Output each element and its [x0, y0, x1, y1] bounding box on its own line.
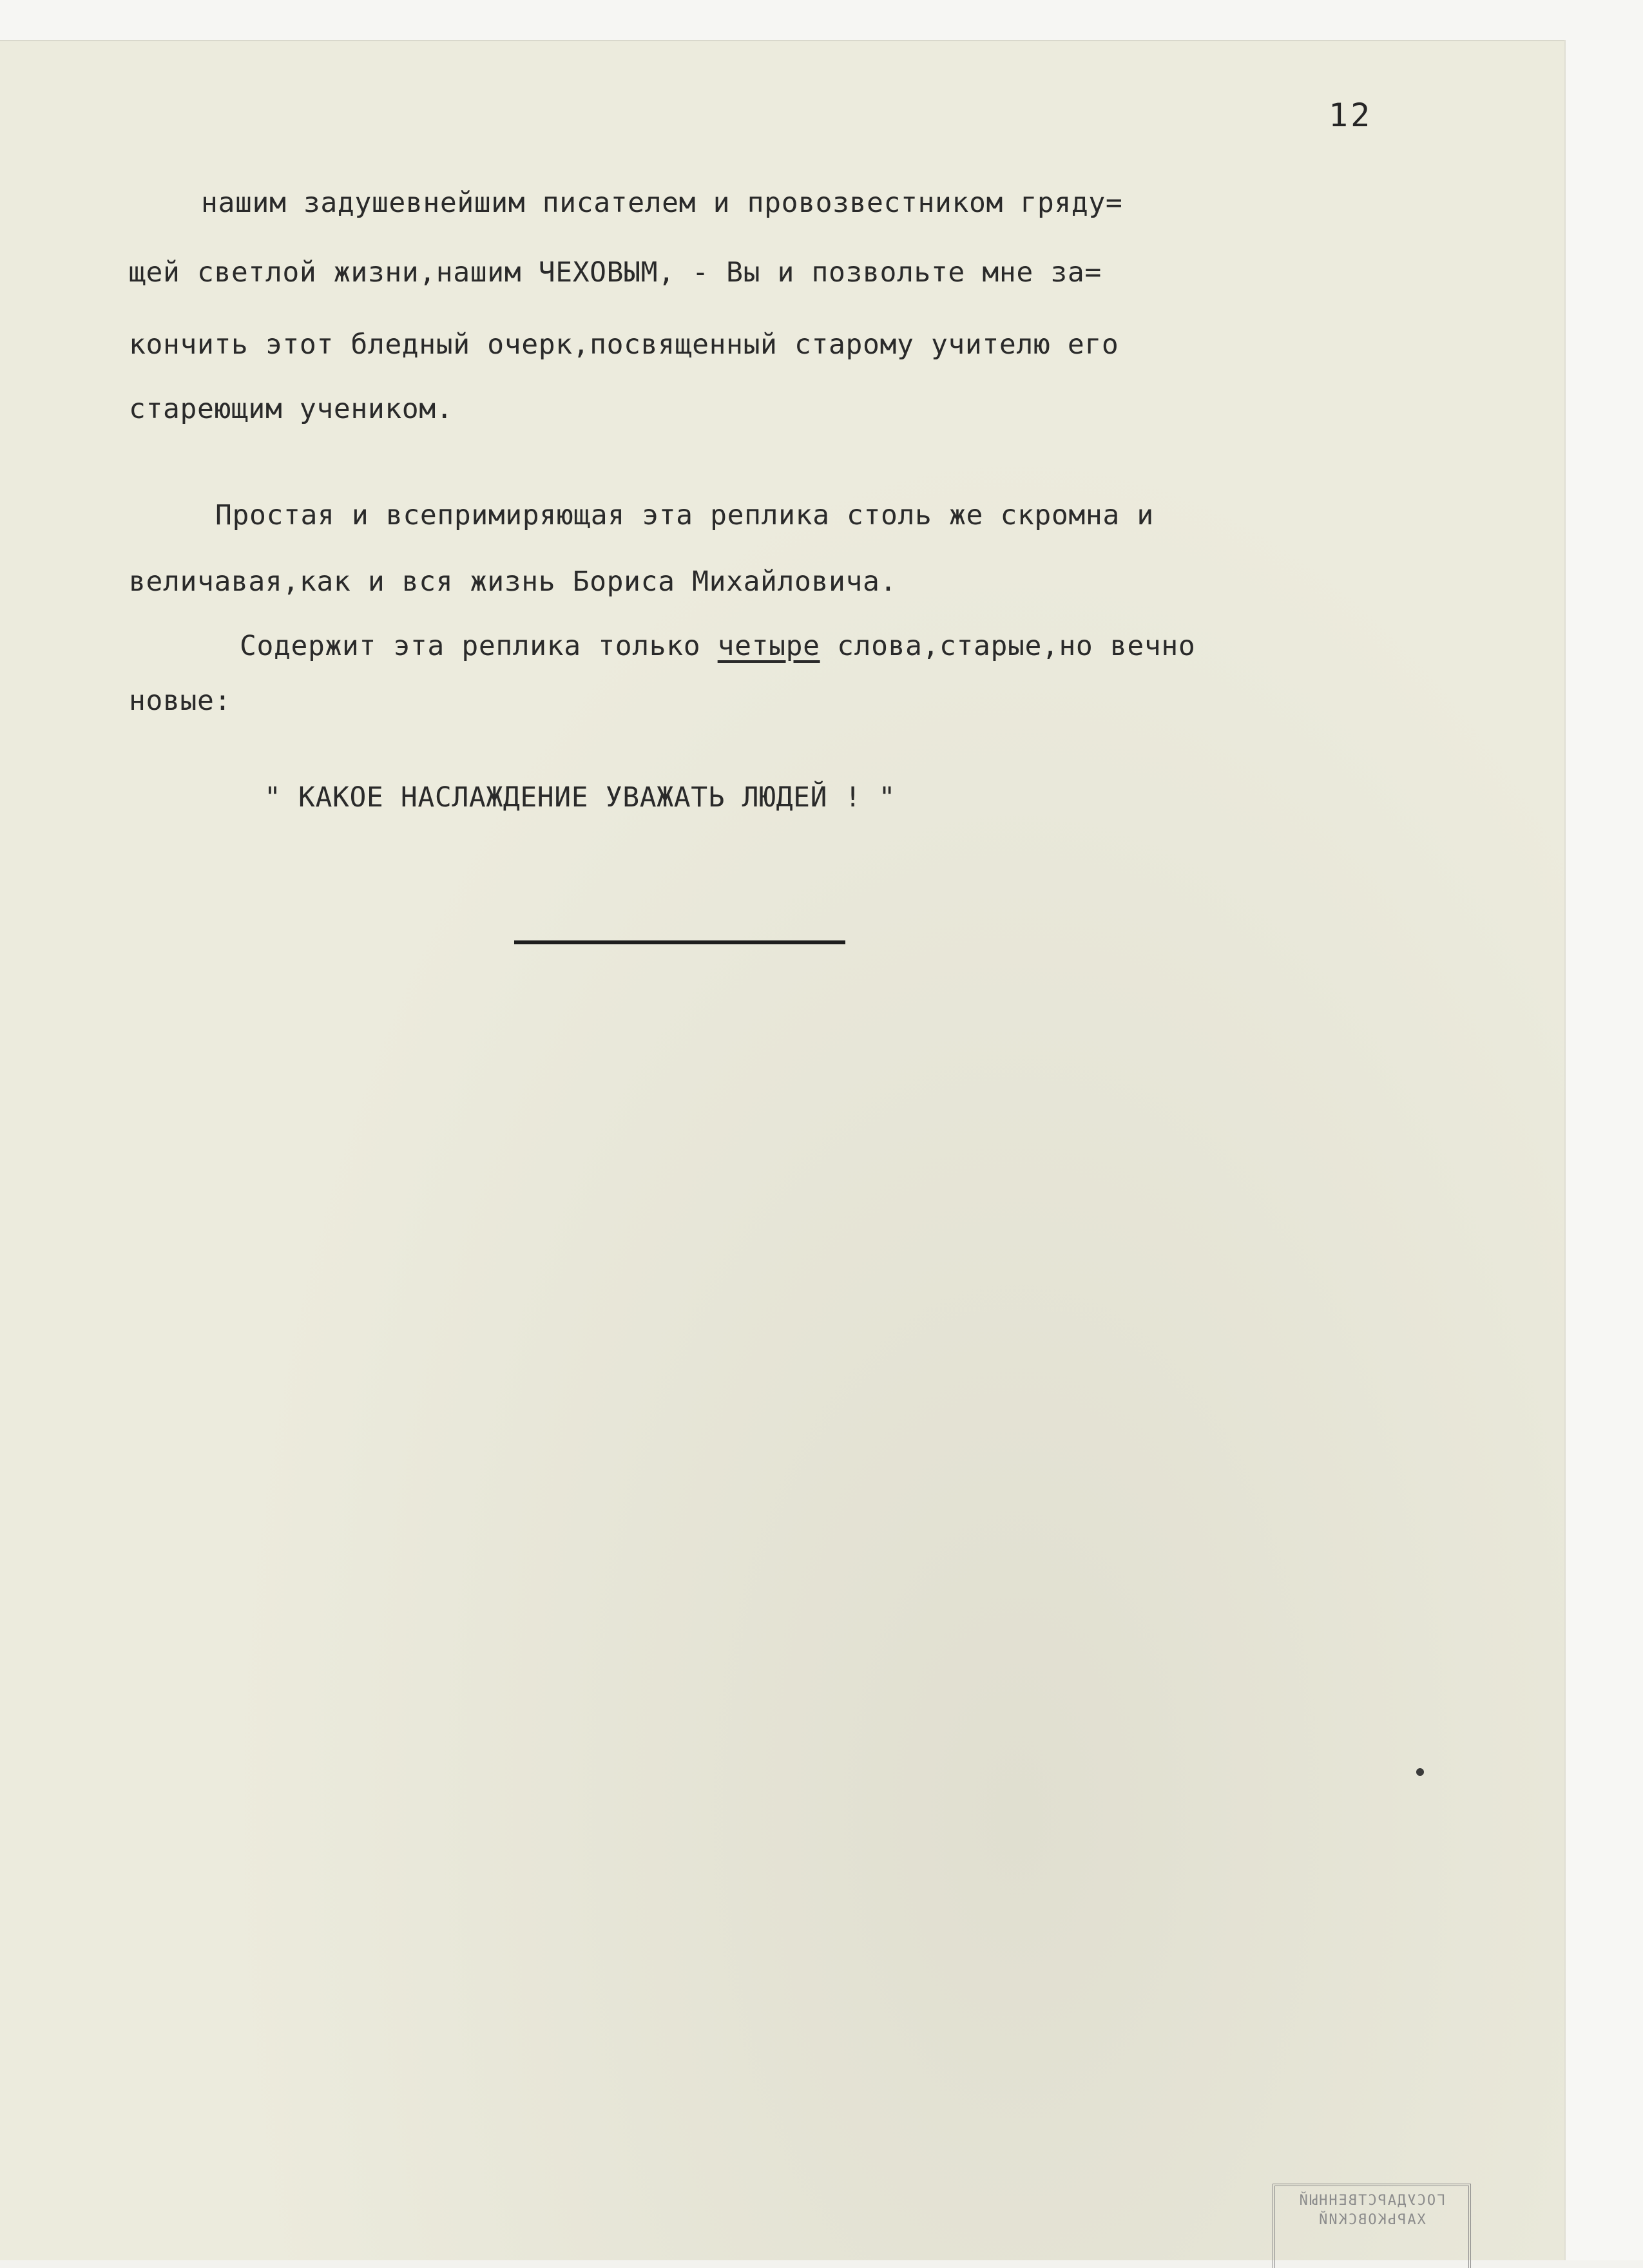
paragraph1-line2: щей светлой жизни,нашим ЧЕХОВЫМ, - Вы и позвольте мне за= [129, 256, 1102, 289]
paragraph3-line1 [240, 630, 1195, 662]
paragraph1-line3: кончить этот бледный очерк,посвященный старому учителю его [129, 329, 1119, 361]
scan-border-right [1564, 40, 1643, 2260]
paragraph2-line2: величавая,как и вся жизнь Бориса Михайловича. [129, 566, 897, 598]
stamp-line1: ГОСУДАРСТВЕННЫЙ [1298, 2193, 1446, 2209]
paragraph3-line2: новые: [129, 685, 231, 717]
typewritten-page [0, 41, 1564, 2260]
ink-dot [1416, 1768, 1424, 1776]
underlined-word: четыре [717, 630, 820, 662]
paragraph1-line4: стареющим учеником. [129, 393, 454, 425]
scan-border-top [0, 0, 1643, 42]
paragraph3-text-before: Содержит эта реплика только [240, 630, 718, 662]
paragraph1-line1: нашим задушевнейшим писателем и провозвестником гряду= [201, 187, 1123, 219]
paragraph2-line1: Простая и всепримиряющая эта реплика столь же скромна и [215, 499, 1154, 531]
closing-rule [514, 940, 845, 944]
archive-stamp [1273, 2184, 1471, 2268]
page-number: 12 [1329, 97, 1373, 134]
quote-line: " КАКОЕ НАСЛАЖДЕНИЕ УВАЖАТЬ ЛЮДЕЙ ! " [264, 781, 896, 814]
paragraph3-text-after: слова,старые,но вечно [820, 630, 1196, 662]
stamp-line2: ХАРЬКОВСКИЙ [1318, 2212, 1426, 2228]
